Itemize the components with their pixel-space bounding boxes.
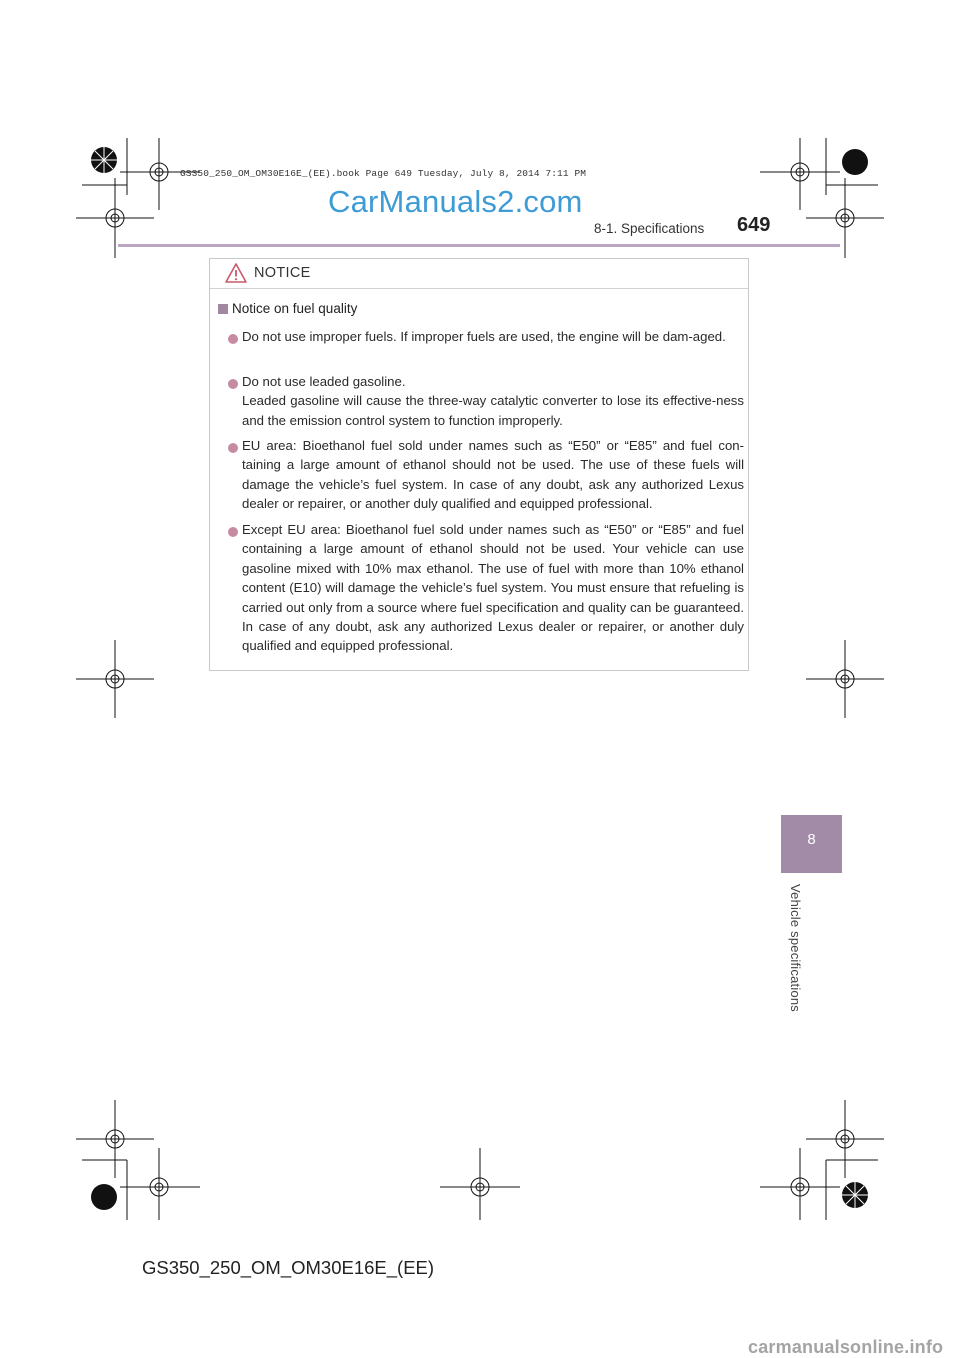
notice-item: Except EU area: Bioethanol fuel sold under names such as “E50” or “E85” and fuel containing a large amount of ethanol should not be used. Your vehicle can use gasoline mixed with 10% max ethanol. The use of fuel with more than 10% ethanol content (E10) will damage the vehicle’s fuel system. You must ensure that refueling is carried out only from a source where fuel specification and quality can be guaranteed. In case of any doubt, ask any authorized Lexus dealer or repairer, or another duly qualified and equipped professional. bbox=[242, 522, 744, 654]
carmanuals-watermark: CarManuals2.com bbox=[328, 184, 583, 219]
bullet-icon bbox=[228, 443, 238, 453]
bullet-icon bbox=[228, 527, 238, 537]
page-number: 649 bbox=[737, 214, 771, 236]
notice-item: EU area: Bioethanol fuel sold under names such as “E50” or “E85” and fuel con-taining a large amount of ethanol should not be used. The use of these fuels will damage the vehicle’s fuel system. In case of any doubt, ask any authorized Lexus dealer or repairer, or another duly qualified and equipped professional. bbox=[242, 438, 744, 512]
warning-triangle-icon bbox=[224, 262, 248, 284]
notice-item: Do not use leaded gasoline. Leaded gasoline will cause the three-way catalytic converter to lose its effective-ness and the emission control system to function improperly. bbox=[242, 374, 744, 428]
notice-item: Do not use improper fuels. If improper fuels are used, the engine will be dam-aged. bbox=[242, 329, 726, 344]
section-title: 8-1. Specifications bbox=[594, 221, 705, 236]
bullet-icon bbox=[228, 334, 238, 344]
chapter-label: Vehicle specifications bbox=[788, 884, 803, 1012]
book-file-info: GS350_250_OM_OM30E16E_(EE).book Page 649 Tuesday, July 8, 2014 7:11 PM bbox=[180, 168, 587, 179]
chapter-number: 8 bbox=[807, 831, 816, 848]
notice-label: NOTICE bbox=[254, 265, 311, 281]
notice-heading bbox=[218, 301, 357, 316]
notice-header bbox=[210, 259, 748, 289]
header-rule bbox=[118, 244, 840, 247]
notice-heading-text: Notice on fuel quality bbox=[232, 301, 358, 316]
document-code: GS350_250_OM_OM30E16E_(EE) bbox=[142, 1257, 435, 1278]
carmanualsonline-watermark: carmanualsonline.info bbox=[748, 1337, 944, 1357]
bullet-icon bbox=[228, 379, 238, 389]
square-bullet-icon bbox=[218, 304, 228, 314]
chapter-tab bbox=[781, 815, 842, 873]
notice-box bbox=[209, 258, 749, 671]
